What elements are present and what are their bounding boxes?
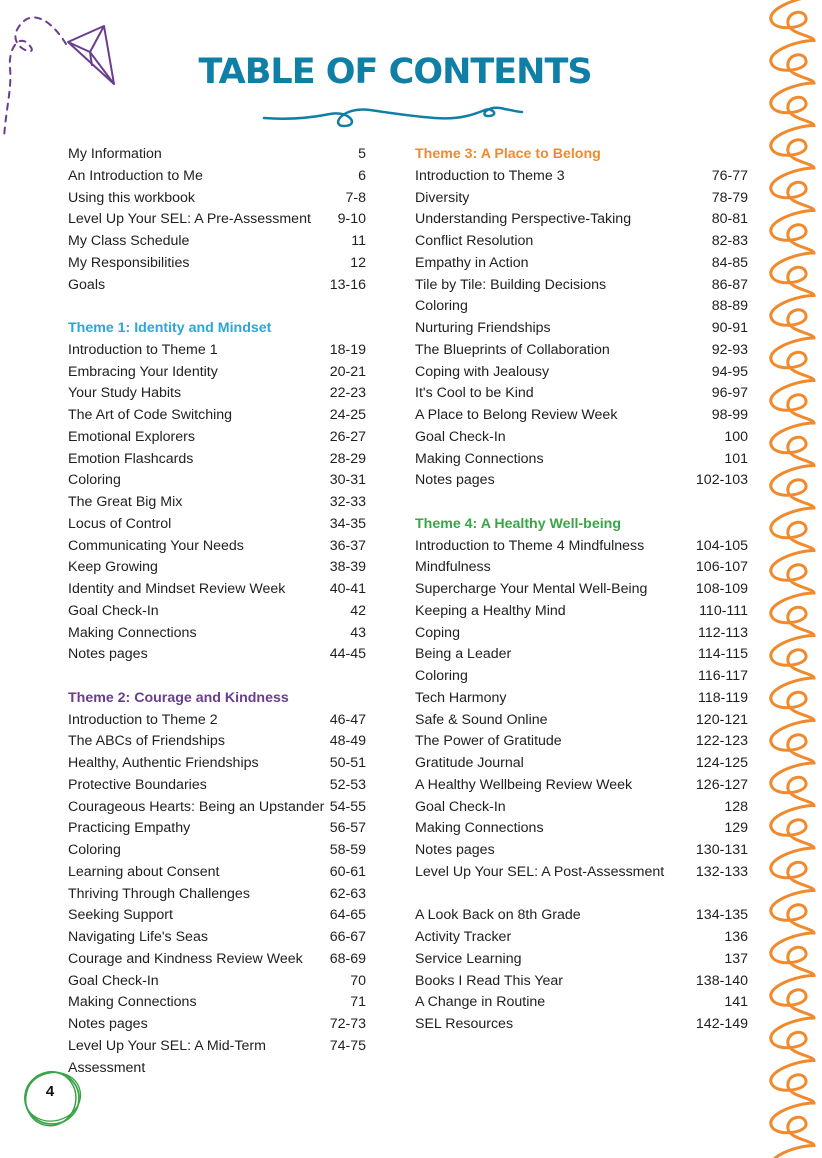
entry-title: Tech Harmony (415, 689, 507, 706)
theme2-entry (68, 862, 368, 884)
entry-title: Mindfulness (415, 559, 491, 576)
entry-page: 101 (724, 450, 748, 467)
entry-page: 129 (724, 820, 748, 837)
entry-page: 43 (350, 624, 366, 641)
entry-page: 62-63 (329, 885, 366, 902)
theme1-entry (68, 362, 368, 384)
theme1-entry (68, 579, 368, 601)
theme4-entry (415, 579, 750, 601)
theme1-entry (68, 557, 368, 579)
entry-page: 64-65 (329, 907, 366, 924)
entry-page: 84-85 (711, 254, 748, 271)
theme2-entry (68, 797, 368, 819)
theme4-entry (415, 818, 750, 840)
entry-title: Making Connections (68, 624, 197, 641)
entry-page: 112-113 (698, 624, 748, 641)
theme4-entry (415, 797, 750, 819)
theme4-entry (415, 557, 750, 579)
theme1-entry (68, 427, 368, 449)
theme3-entry (415, 253, 750, 275)
theme1-entry (68, 623, 368, 645)
theme3-entry (415, 188, 750, 210)
entry-page: 78-79 (711, 189, 748, 206)
theme2-entry (68, 905, 368, 927)
entry-page: 46-47 (329, 711, 366, 728)
entry-title: Learning about Consent (68, 863, 220, 880)
entry-page: 40-41 (329, 581, 366, 597)
entry-page: 132-133 (695, 863, 748, 880)
theme2-heading: Theme 2: Courage and Kindness (68, 689, 289, 706)
theme2-entry (68, 731, 368, 753)
intro-entry (68, 166, 368, 188)
entry-page: 94-95 (711, 363, 748, 380)
spiral-path (771, 0, 814, 1158)
theme4-entry (415, 688, 750, 710)
entry-title: Goals (68, 276, 106, 293)
theme4-entry (415, 840, 750, 862)
entry-title: A Place to Belong Review Week (415, 407, 618, 423)
entry-title: Books I Read This Year (415, 972, 564, 989)
entry-page: 70 (350, 972, 366, 989)
theme4-entry (415, 775, 750, 797)
entry-page: 6 (358, 167, 366, 184)
entry-page: 80-81 (711, 211, 748, 228)
theme3-entry (415, 383, 750, 405)
intro-entry (68, 144, 368, 166)
intro-entry (68, 231, 368, 253)
toc-left-column (68, 144, 368, 1079)
entry-page: 34-35 (329, 515, 366, 532)
entry-title: Courageous Hearts: Being an Upstander (68, 798, 325, 815)
entry-page: 30-31 (329, 472, 366, 489)
entry-page: 124-125 (695, 755, 748, 771)
intro-entry (68, 209, 368, 231)
entry-title: Tile by Tile: Building Decisions (415, 276, 607, 293)
extras-entry (415, 992, 750, 1014)
intro-entry (68, 275, 368, 297)
entry-page: 137 (724, 950, 748, 967)
entry-page: 52-53 (329, 776, 366, 793)
entry-title: Protective Boundaries (68, 776, 207, 793)
entry-title: Activity Tracker (415, 929, 512, 945)
theme2-entry (68, 884, 368, 906)
entry-page: 58-59 (329, 842, 366, 858)
entry-page: 82-83 (711, 233, 748, 249)
entry-page: 120-121 (695, 711, 748, 728)
theme4-entry (415, 753, 750, 775)
page-title: TABLE OF CONTENTS (198, 52, 592, 92)
entry-title: Safe & Sound Online (415, 711, 548, 728)
theme2-entry (68, 840, 368, 862)
entry-title: Making Connections (68, 994, 197, 1011)
entry-title: Nurturing Friendships (415, 320, 551, 336)
entry-page: 66-67 (329, 929, 366, 945)
entry-title: Supercharge Your Mental Well-Being (415, 581, 648, 597)
entry-title: The Blueprints of Collaboration (415, 341, 610, 358)
entry-page: 138-140 (695, 972, 748, 989)
entry-title: Making Connections (415, 820, 544, 837)
entry-page: 50-51 (329, 755, 366, 771)
entry-page: 38-39 (329, 559, 366, 576)
toc-right-column (415, 144, 750, 1036)
entry-title: Service Learning (415, 950, 522, 967)
entry-page: 72-73 (329, 1016, 366, 1032)
theme3-entry (415, 275, 750, 297)
entry-title: Notes pages (415, 842, 495, 858)
entry-page: 108-109 (695, 581, 748, 597)
entry-page: 86-87 (711, 276, 748, 293)
entry-title: The Art of Code Switching (68, 407, 233, 423)
entry-page: 141 (724, 994, 748, 1011)
theme4-entry (415, 862, 750, 884)
entry-page: 100 (724, 428, 748, 445)
entry-page: 90-91 (711, 320, 748, 336)
entry-title: Coloring (68, 472, 121, 489)
theme1-entry (68, 405, 368, 427)
entry-page: 7-8 (345, 189, 366, 206)
entry-title: Goal Check-In (68, 972, 159, 989)
theme1-heading: Theme 1: Identity and Mindset (68, 320, 272, 336)
theme1-entry (68, 644, 368, 666)
entry-page: 118-119 (698, 689, 748, 706)
entry-title: Gratitude Journal (415, 755, 524, 771)
entry-title: Conflict Resolution (415, 233, 534, 249)
entry-title: Using this workbook (68, 189, 195, 206)
entry-title: Goal Check-In (68, 602, 159, 619)
entry-title: The ABCs of Friendships (68, 733, 225, 750)
entry-page: 36-37 (329, 537, 366, 554)
entry-title: A Healthy Wellbeing Review Week (415, 776, 633, 793)
theme4-entry (415, 731, 750, 753)
entry-title: Understanding Perspective-Taking (415, 211, 632, 228)
entry-title: The Power of Gratitude (415, 733, 562, 750)
entry-title: Practicing Empathy (68, 820, 191, 837)
entry-page: 22-23 (329, 385, 366, 402)
theme4-heading: Theme 4: A Healthy Well-being (415, 515, 622, 532)
entry-title: Empathy in Action (415, 254, 529, 271)
entry-title: Notes pages (415, 472, 495, 489)
theme4-entry (415, 644, 750, 666)
theme1-entry (68, 492, 368, 514)
extras-entry (415, 971, 750, 993)
entry-page: 98-99 (711, 407, 748, 423)
entry-title: Introduction to Theme 1 (68, 341, 218, 358)
theme1-entry (68, 449, 368, 471)
theme4-entry (415, 601, 750, 623)
extras-entry (415, 927, 750, 949)
entry-title: Level Up Your SEL: A Mid-Term Assessment (68, 1037, 266, 1076)
entry-title: Thriving Through Challenges (68, 885, 250, 902)
entry-title: Introduction to Theme 2 (68, 711, 218, 728)
entry-page: 28-29 (329, 450, 366, 467)
theme2-entry (68, 753, 368, 775)
theme2-entry (68, 927, 368, 949)
entry-page: 122-123 (695, 733, 748, 750)
extras-entry (415, 949, 750, 971)
entry-title: A Change in Routine (415, 994, 546, 1011)
entry-title: Notes pages (68, 646, 148, 663)
entry-page: 9-10 (337, 211, 366, 228)
theme1-entry (68, 383, 368, 405)
entry-title: My Responsibilities (68, 254, 190, 271)
title-flourish (260, 104, 525, 134)
entry-title: Keep Growing (68, 559, 158, 576)
entry-page: 114-115 (698, 646, 748, 663)
theme3-entry (415, 231, 750, 253)
theme2-entry (68, 710, 368, 732)
entry-page: 88-89 (711, 298, 748, 315)
entry-title: Coloring (415, 668, 468, 684)
entry-title: Coloring (68, 842, 121, 858)
theme3-entry (415, 405, 750, 427)
theme3-entry (415, 209, 750, 231)
entry-page: 18-19 (329, 341, 366, 358)
entry-title: Emotional Explorers (68, 428, 195, 445)
entry-page: 71 (350, 994, 366, 1011)
entry-page: 96-97 (711, 385, 748, 402)
entry-page: 104-105 (695, 537, 748, 554)
entry-title: Making Connections (415, 450, 544, 467)
theme2-entry (68, 971, 368, 993)
theme4-entry (415, 536, 750, 558)
theme4-entry (415, 710, 750, 732)
entry-title: A Look Back on 8th Grade (415, 907, 581, 924)
entry-title: Courage and Kindness Review Week (68, 950, 303, 967)
entry-title: Healthy, Authentic Friendships (68, 755, 259, 771)
entry-title: My Class Schedule (68, 233, 190, 249)
entry-page: 5 (358, 146, 366, 162)
theme1-entry (68, 514, 368, 536)
entry-title: Coping (415, 624, 460, 641)
theme3-entry (415, 427, 750, 449)
entry-title: An Introduction to Me (68, 167, 203, 184)
entry-title: Navigating Life's Seas (68, 929, 208, 945)
entry-page: 44-45 (329, 646, 366, 663)
entry-title: Notes pages (68, 1016, 148, 1032)
entry-title: Level Up Your SEL: A Pre-Assessment (68, 211, 311, 228)
theme2-entry (68, 992, 368, 1014)
spiral-binding (762, 0, 822, 1158)
entry-page: 106-107 (695, 559, 748, 576)
theme3-entry (415, 318, 750, 340)
entry-title: Your Study Habits (68, 385, 182, 402)
extras-entry (415, 1014, 750, 1036)
theme3-entry (415, 362, 750, 384)
entry-title: Emotion Flashcards (68, 450, 194, 467)
theme2-entry (68, 775, 368, 797)
entry-page: 13-16 (329, 276, 366, 293)
theme2-entry (68, 818, 368, 840)
entry-page: 74-75 (329, 1037, 366, 1054)
entry-page: 116-117 (698, 668, 748, 684)
entry-page: 48-49 (329, 733, 366, 750)
theme4-entry (415, 666, 750, 688)
entry-page: 92-93 (711, 341, 748, 358)
theme3-entry (415, 449, 750, 471)
entry-page: 136 (724, 929, 748, 945)
intro-entry (68, 253, 368, 275)
extras-entry (415, 905, 750, 927)
entry-title: The Great Big Mix (68, 494, 183, 510)
entry-title: Coping with Jealousy (415, 363, 550, 380)
entry-page: 130-131 (695, 842, 748, 858)
entry-title: Introduction to Theme 4 Mindfulness (415, 537, 645, 554)
entry-title: SEL Resources (415, 1016, 514, 1032)
entry-page: 76-77 (711, 167, 748, 184)
entry-page: 32-33 (329, 494, 366, 510)
theme1-entry (68, 340, 368, 362)
entry-title: Being a Leader (415, 646, 512, 663)
entry-title: It's Cool to be Kind (415, 385, 534, 402)
theme1-entry (68, 601, 368, 623)
entry-title: Locus of Control (68, 515, 172, 532)
entry-title: Identity and Mindset Review Week (68, 581, 286, 597)
entry-page: 54-55 (329, 798, 366, 815)
entry-page: 24-25 (329, 407, 366, 423)
entry-title: Communicating Your Needs (68, 537, 244, 554)
entry-title: Diversity (415, 189, 470, 206)
entry-page: 134-135 (695, 907, 748, 924)
entry-title: Goal Check-In (415, 428, 506, 445)
entry-page: 56-57 (329, 820, 366, 837)
intro-entry (68, 188, 368, 210)
entry-title: Keeping a Healthy Mind (415, 602, 566, 619)
theme2-entry (68, 949, 368, 971)
entry-page: 20-21 (329, 363, 366, 380)
page-number: 4 (45, 1083, 55, 1100)
entry-title: Embracing Your Identity (68, 363, 218, 380)
theme1-entry (68, 536, 368, 558)
entry-page: 128 (724, 798, 748, 815)
entry-page: 68-69 (329, 950, 366, 967)
entry-title: Seeking Support (68, 907, 173, 924)
theme3-entry (415, 296, 750, 318)
entry-title: Coloring (415, 298, 468, 315)
entry-page: 42 (350, 602, 366, 619)
entry-page: 102-103 (695, 472, 748, 489)
entry-title: Level Up Your SEL: A Post-Assessment (415, 863, 665, 880)
entry-title: My Information (68, 146, 162, 162)
theme3-heading: Theme 3: A Place to Belong (415, 146, 601, 162)
entry-page: 11 (351, 233, 366, 249)
theme3-entry (415, 470, 750, 492)
theme3-entry (415, 166, 750, 188)
theme1-entry (68, 470, 368, 492)
entry-page: 142-149 (695, 1016, 748, 1032)
entry-page: 126-127 (695, 776, 748, 793)
theme4-entry (415, 623, 750, 645)
theme3-entry (415, 340, 750, 362)
theme2-entry (68, 1036, 368, 1080)
entry-title: Goal Check-In (415, 798, 506, 815)
entry-page: 26-27 (329, 428, 366, 445)
theme2-entry (68, 1014, 368, 1036)
entry-title: Introduction to Theme 3 (415, 167, 565, 184)
entry-page: 60-61 (329, 863, 366, 880)
entry-page: 12 (350, 254, 366, 271)
entry-page: 110-111 (699, 602, 748, 619)
